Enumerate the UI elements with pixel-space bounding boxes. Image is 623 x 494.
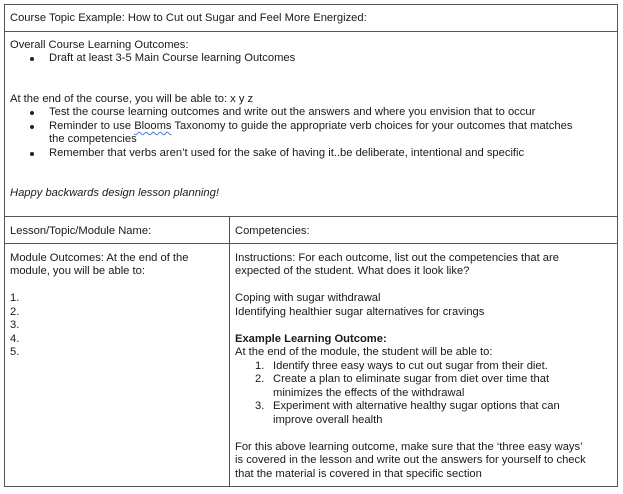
closing-text: Happy backwards design lesson planning!	[10, 187, 219, 199]
reminder-text-cont: Taxonomy to guide the appropriate verb choices for your outcomes that matches	[171, 120, 573, 132]
course-topic-title: Course Topic Example: How to Cut out Sugar and Feel More Energized:	[10, 12, 367, 24]
example-item-text: Experiment with alternative healthy sugar options that can	[273, 400, 560, 412]
outcomes-bullet: Draft at least 3-5 Main Course learning Outcomes	[49, 52, 296, 64]
competency-item: Identifying healthier sugar alternatives for cravings	[235, 306, 485, 318]
reminder-text: Reminder to use	[49, 120, 135, 132]
example-item-text-cont: improve overall health	[273, 414, 383, 426]
instructions-line2: expected of the student. What does it look like?	[235, 265, 470, 277]
bullet-dot	[30, 111, 34, 115]
competency-item: Coping with sugar withdrawal	[235, 292, 381, 304]
numbered-item-2: 2.	[10, 306, 20, 318]
bullet-dot	[30, 57, 34, 61]
bullet-verbs-reminder: Remember that verbs aren’t used for the sake of having it..be deliberate, intentional and specific	[49, 147, 525, 159]
module-outcomes-line2: module, you will be able to:	[10, 265, 145, 277]
competencies-header: Competencies:	[235, 225, 310, 237]
module-outcomes-cell	[4, 243, 230, 487]
bullet-blooms-reminder	[49, 120, 572, 134]
outcomes-heading: Overall Course Learning Outcomes:	[10, 39, 189, 51]
footer-note-line1: For this above learning outcome, make sure that the ‘three easy ways’	[235, 441, 583, 453]
example-item-text-cont: minimizes the effects of the withdrawal	[273, 387, 465, 399]
example-intro: At the end of the module, the student will be able to:	[235, 346, 493, 358]
example-item-text: Create a plan to eliminate sugar from diet over time that	[273, 373, 550, 385]
example-item-number: 2.	[255, 373, 265, 385]
instructions-line1: Instructions: For each outcome, list out the competencies that are	[235, 252, 559, 264]
example-item-number: 1.	[255, 360, 265, 372]
end-of-course-text: At the end of the course, you will be able to: x y z	[10, 93, 254, 105]
example-heading: Example Learning Outcome:	[235, 333, 387, 345]
module-outcomes-line1: Module Outcomes: At the end of the	[10, 252, 189, 264]
bullet-test-outcomes: Test the course learning outcomes and write out the answers and where you envision that to occur	[49, 106, 536, 118]
blooms-spellcheck-word: Blooms	[134, 120, 172, 132]
numbered-item-3: 3.	[10, 319, 20, 331]
numbered-item-1: 1.	[10, 292, 20, 304]
footer-note-line2: is covered in the lesson and write out the answers for yourself to check	[235, 454, 586, 466]
bullet-dot	[30, 152, 34, 156]
lesson-name-header: Lesson/Topic/Module Name:	[10, 225, 152, 237]
example-item-number: 3.	[255, 400, 265, 412]
example-item-text: Identify three easy ways to cut out sugar from their diet.	[273, 360, 548, 372]
numbered-item-4: 4.	[10, 333, 20, 345]
bullet-blooms-reminder-line2: the competencies	[49, 133, 137, 145]
numbered-item-5: 5.	[10, 346, 20, 358]
bullet-dot	[30, 125, 34, 129]
footer-note-line3: that the material is covered in that specific section	[235, 468, 482, 480]
